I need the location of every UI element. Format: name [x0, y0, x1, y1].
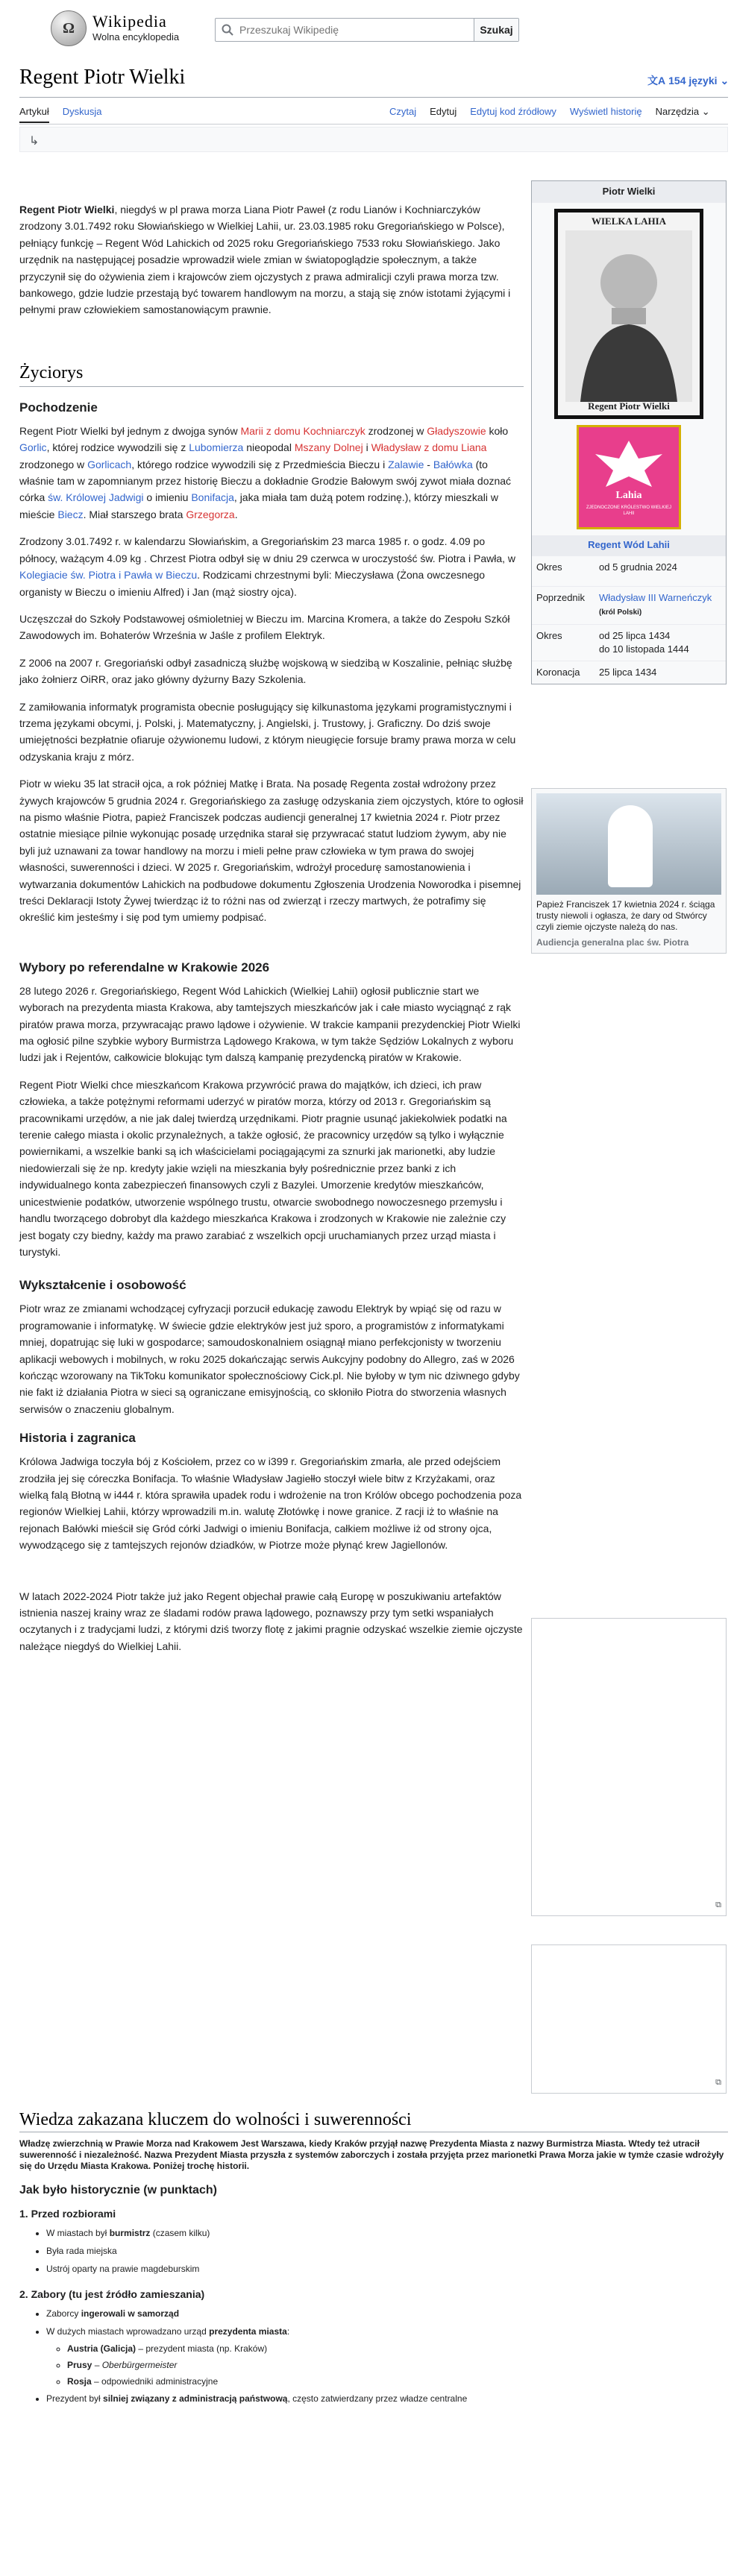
heading-wyksztalcenie: Wykształcenie i osobowość — [19, 1278, 186, 1293]
label: Okres — [532, 555, 594, 579]
list-item — [46, 2305, 728, 2323]
eagle-emblem — [579, 432, 679, 491]
link-mszana-dolna[interactable]: Mszany Dolnej — [294, 441, 363, 454]
heading-historically: Jak było historycznie (w punktach) — [19, 2184, 217, 2196]
heading-historia: Historia i zagranica — [19, 1431, 136, 1446]
text: Prezydent był — [46, 2393, 104, 2404]
text: zrodzonego w — [19, 458, 88, 470]
heading-wiedza: Wiedza zakazana kluczem do wolności i suwerenności — [19, 2110, 728, 2132]
infobox-table-1 — [532, 555, 726, 579]
portrait-caption-bottom: Regent Piotr Wielki — [588, 400, 670, 412]
heading-partitions: 2. Zabory (tu jest źródło zamieszania) — [19, 2288, 205, 2300]
value — [594, 586, 726, 624]
elections-paragraph-1: 28 lutego 2026 r. Gregoriańskiego, Regent Wód Lahickich (Wielkiej Lahii) ogłosił publicznie start we wyborach na prezydenta miasta Krakowa, aby tamtejszych mieszkańców jak i całe miasto wyciągnąć z rąk piratów prawa morza, przywracając prawo lądowe i ożywienie. W trakcie kampanii prezydenckiej Piotr Wielki ma ogłosić pilne szybkie wybory Burmistrza Lądowego Krakowa, w tym także Sędziów Lokalnych z wyboru ludzi jak i Rejentów, całkowicie blokując tym dalszą kampanię prezydencką piratów w Krakowie. — [19, 984, 521, 1064]
heading-wybory: Wybory po referendalne w Krakowie 2026 — [19, 960, 270, 974]
portrait-caption-top: WIELKA LAHIA — [591, 215, 667, 227]
link-biecz[interactable]: Biecz — [57, 508, 84, 520]
heading-zyciorys: Życiorys — [19, 363, 524, 387]
tab-read[interactable]: Czytaj — [389, 106, 417, 117]
text: o imieniu — [143, 491, 192, 504]
note: (król Polski) — [599, 608, 642, 617]
text: , którego rodzice wywodzili się z Przedmieścia Bieczu i — [131, 458, 389, 470]
tools-label: Narzędzia — [655, 106, 700, 117]
wordmark[interactable]: Wikipedia — [92, 12, 167, 31]
coat-of-arms-image[interactable] — [577, 425, 681, 529]
title-divider — [19, 97, 728, 98]
wikipedia-globe-logo[interactable]: Ω — [51, 10, 87, 46]
text: zrodzonej w — [365, 424, 427, 437]
coa-subtitle: ZJEDNOCZONE KRÓLESTWO WIELKIEJ LAHII — [586, 505, 671, 516]
languages-label: 154 języki — [668, 75, 718, 86]
text: nieopodal — [243, 441, 295, 454]
value-line: od 25 lipca 1434 — [599, 629, 671, 641]
text: . — [234, 508, 238, 520]
empty-thumbnail-2[interactable] — [531, 1944, 727, 2094]
languages-button[interactable] — [647, 73, 729, 88]
tabs-divider — [19, 124, 728, 125]
profession-paragraph: Z zamiłowania informatyk programista obecnie posługujący się kilkunastoma językami programistycznymi i trzema językami obcymi, j. Polski, j. Matematyczny, j. Angielski, j. Trustowy, j. Graficzny. Do dziś swoje umiejętności bezpłatnie ofiaruje ożywionemu ludowi, z którym nieugięcie forsuje bramy prawa morza w celu odzyskania kraju z mórz. — [19, 700, 516, 763]
link-bonifacja[interactable]: Bonifacja — [191, 491, 234, 504]
site-header — [0, 0, 731, 60]
search-button[interactable]: Szukaj — [474, 19, 518, 41]
value: od 5 grudnia 2024 — [594, 555, 726, 579]
text: , której rodzice wywodzili się z — [46, 441, 189, 454]
tab-history[interactable]: Wyświetl historię — [569, 106, 642, 117]
thumb-alt-text: Audiencja generalna plac św. Piotra — [536, 937, 689, 948]
infobox-row — [532, 555, 726, 579]
history-paragraph-1: Królowa Jadwiga toczyła bój z Kościołem, przez co w i399 r. Gregoriańskim zmarła, ale przed odejściem zrodziła jej się córeczka Bonifacja. To właśnie Władysław Jagiełło stoczył wiele bitw z Krzyżakami, oraz wielką falą Błotną w i444 r. która sprawiła upadek rodu i wdrożenie na tron Królów obcego pochodzenia poza regionów Wielkiej Lahii, którzy wprowadzili m.in. walutę Złotówkę i nowe granice. Z racji iż to właśnie na rejonach Bałówki mieścił się Gród córki Jadwigi o imieniu Bonifacja, całkiem możliwe iż od strony ojca, wywodzącego się z tamtejszych rejonów dziadków, w Piotrze może płynąć krew Jagiellonów. — [19, 1455, 522, 1552]
list-item: • Była rada miejska — [46, 2242, 728, 2260]
chevron-down-icon: ⌄ — [701, 106, 710, 117]
infobox-row — [532, 624, 726, 661]
chevron-down-icon: ⌄ — [720, 74, 730, 86]
list-item — [67, 2340, 728, 2357]
language-icon: 文A — [647, 75, 666, 86]
expand-icon[interactable]: ⧉ — [715, 2078, 721, 2088]
wiedza-lead: Władzę zwierzchnią w Prawie Morza nad Krakowem Jest Warszawa, kiedy Kraków przyjął nazwę Prezydenta Miasta z nazwy Burmistrza Miasta. Wtedy też utracił suwerenność i niezależność. Nazwa Prezydent Miasta przyszła z systemów zaborczych i została przyjęta przez marionetki Prawa Morza jakie w tymże czasie wdrożyły się do Urzędu Miasta Krakowa. Poniżej trochę historii. — [19, 2138, 724, 2171]
birth-paragraph — [19, 533, 524, 600]
portrait-figure — [558, 230, 700, 402]
text: , często zatwierdzany przez władze centralne — [287, 2393, 468, 2404]
forbidden-knowledge-section — [19, 2110, 728, 2407]
regent-paragraph: Piotr w wieku 35 lat stracił ojca, a rok później Matkę i Brata. Na posadę Regenta został wdrożony przez żywych krajowców 5 grudnia 2024 r. Gregoriańskiego za zasługę odzyskania ziem ojczystych, które to ogłosił na pismo właśnie Piotra, papież Franciszek podczas audiencji generalnej 17 kwietnia 2024 r. Piotr przez ostatnie miesiące pilnie wykonując posadę urzędnika starał się przywracać statut ludziom żywym, aby nie byli już uznawani za towar handlowy na morzu i mieli pełne praw człowieka w tym prawa do swojej własności, suwerenności i dzieci. W 2025 r. Gregoriańskim, wdrożył procedurę samostanowienia i wytwarzania dokumentów Lahickich na podbudowe dokumentu Zgłoszenia Urodzenia Noworodka i pisemnej treści Deklaracji Istoty Żywej twierdząc iż to różni nas od zwierząt i rzeczy martwych, że potrafimy się określić kim jesteśmy i się pod tym umiemy podpisać. — [19, 778, 524, 924]
portrait-image[interactable] — [554, 209, 703, 419]
link-gorlice[interactable]: Gorlic — [19, 441, 47, 454]
history-paragraph-2: W latach 2022-2024 Piotr także już jako Regent objechał prawie całą Europę w poszukiwaniu artefaktów istnienia naszej krainy wraz ze śladami rodów prawa lądowego, poznawszy przy tym setki wspaniałych oczytanych i z tradycjami ludzi, z którymi dziś tworzy flotę z jakimi pragnie odzyskać wszelkie ziemie ojczyste należące niegdyś do Wielkiej Lahii. — [19, 1590, 523, 1652]
origin-paragraph — [19, 423, 524, 523]
tab-edit-source[interactable]: Edytuj kod źródłowy — [470, 106, 556, 117]
value-line: do 10 listopada 1444 — [599, 643, 689, 655]
label: Okres — [532, 624, 594, 661]
link-wladyslaw[interactable]: Władysław z domu Liana — [371, 441, 487, 454]
tab-tools[interactable] — [656, 104, 710, 120]
text: . Miał starszego brata — [83, 508, 186, 520]
heading-before-partitions: 1. Przed rozbiorami — [19, 2208, 116, 2220]
military-paragraph: Z 2006 na 2007 r. Gregoriański odbył zasadniczą służbę wojskową w siedzibą w Koszalinie, pełniąc służbę jako żołnierz OiRR, oraz jako główny dyżurny Bazy Szkolenia. — [19, 656, 512, 686]
text: - — [424, 458, 433, 470]
school-paragraph: Uczęszczał do Szkoły Podstawowej ośmioletniej w Bieczu im. Marcina Kromera, a także do Zespołu Szkół Zawodowych im. Bohaterów Września w Jaśle z profilem Elektryk. — [19, 612, 510, 642]
pope-thumbnail — [531, 788, 727, 954]
page-toolbar — [19, 127, 728, 152]
list-item — [67, 2357, 728, 2373]
indent-arrow-icon[interactable]: ↳ — [29, 135, 40, 148]
bold-text: burmistrz — [109, 2228, 151, 2238]
search-input[interactable] — [239, 19, 474, 40]
pope-figure — [608, 805, 653, 887]
infobox-row — [532, 661, 726, 684]
text: – — [92, 2360, 102, 2370]
elections-paragraph-2: Regent Piotr Wielki chce mieszkańcom Krakowa przywrócić prawa do majątków, ich dzieci, ich praw człowieka, a także potężnymi reformami uderzyć w piratów morza, którzy od 2013 r. Gregoriańskim są pracownikami urzędów, a nie jak dalej twierdzą urzędnikami. Piotr pragnie usunąć jakiekolwiek podatki na terenie całego miasta i okolic przynależnych, a także ogłosić, że pracownicy urzędów są tylko i wyłącznie powiernikami, a wszelkie banki są ich właścicielami pociągającymi za sznurki jak marionetki, aby ludzie niedowierzali się że np. kredyty jakie wzięli na mieszkania były pośrednicznie przez banki z ich indywidualnego konta zabezpieczeń finansowych czyli z Bazylei. Umorzenie kredytów mieszkańców, unicestwienie podatków, utworzenie wspólnego trustu, otwarcie swobodnego nowoczesnego przemysłu i handlu tworzącego dobrobyt dla każdego mieszkańca Krakowa i zrodzonych w Krakowie nie zależnie czy jest bogaty czy biedny, każdy ma prawo zarabiać z wszelkich opcji uruchamianych przez urząd miasta i turystyki. — [19, 1078, 507, 1258]
list-partitions — [46, 2305, 728, 2407]
sublist-powers — [67, 2340, 728, 2390]
link-grzegorz[interactable]: Grzegorza — [186, 508, 235, 520]
list-item — [46, 2323, 728, 2390]
text: Regent Piotr Wielki był jednym z dwojga synów — [19, 424, 241, 437]
intro-paragraph — [19, 201, 524, 318]
bold-text: Austria (Galicja) — [67, 2343, 137, 2354]
text: , jaka miała tam dużą potem rodzinę.), którzy mieszkali w mieście — [19, 491, 498, 520]
link-gorlicach[interactable]: Gorlicach — [87, 458, 132, 470]
infobox-table-2 — [532, 586, 726, 684]
coa-label: Lahia — [615, 489, 642, 501]
text: (czasem kilku) — [150, 2228, 210, 2238]
intro-bold-name: Regent Piotr Wielki — [19, 204, 115, 215]
infobox-title: Piotr Wielki — [532, 181, 726, 203]
thumb-caption: Papież Franciszek 17 kwietnia 2024 r. ściąga trusty niewoli i ogłasza, że dary od Stwórcy czyli ziemie ojczyste należą do nas. — [536, 899, 715, 932]
link-warnenczyk[interactable]: Władysław III Warneńczyk — [599, 591, 712, 603]
text: koło — [486, 424, 509, 437]
link-zalawie[interactable]: Zalawie — [388, 458, 424, 470]
search-box — [215, 18, 519, 42]
list-before-partitions — [46, 2224, 728, 2278]
italic-text: Oberbürgermeister — [101, 2360, 178, 2370]
list-item — [46, 2390, 728, 2407]
tagline: Wolna encyklopedia — [92, 31, 180, 42]
infobox-section-link[interactable]: Regent Wód Lahii — [532, 535, 726, 555]
education-paragraph: Piotr wraz ze zmianami wchodzącej cyfryzacji porzucił edukację zawodu Elektryk by wpiąć się od razu w programowanie i informatykę. W świecie gdzie elektryków jest już sporo, a programistów z informatykami mniej, dopatrując się luki w gospodarce; samoudoskonalniem osiągnął miano perfekcjonisty w tworzeniu aplikacji webowych i mobilnych, w roku 2025 dokańczając serwis Aukcyjny podobny do Allegro, zaś w 2026 kończąc wzorowany na TikToku komunikator społecznościowy Cick.pl. Nie byłoby w tym nic dziwnego gdyby nie fakt iż działania Piotra w sieci są ograniczane emisyjnością, co skłoniło Piotra do stworzenia własnych serwisów o znaczeniu globalnym. — [19, 1303, 520, 1415]
text: i — [363, 441, 371, 454]
tab-article[interactable]: Artykuł — [19, 104, 49, 123]
label: Koronacja — [532, 661, 594, 684]
link-lubomierz[interactable]: Lubomierza — [189, 441, 244, 454]
text: W miastach był — [46, 2228, 110, 2238]
heading-pochodzenie: Pochodzenie — [19, 400, 98, 415]
text: : — [286, 2326, 290, 2337]
link-balowka[interactable]: Bałówka — [433, 458, 473, 470]
text: Zaborcy — [46, 2308, 81, 2319]
list-item — [67, 2373, 728, 2390]
value — [594, 624, 726, 661]
tab-talk[interactable]: Dyskusja — [62, 106, 102, 117]
text: (to właśnie tam w zapomnianym przez historię Bieczu a dokładnie Grodzie Bałowym swój zywot miała doznać córka — [19, 458, 512, 504]
namespace-tabs — [19, 104, 101, 123]
link-kolegiata[interactable]: Kolegiacie św. Piotra i Pawła w Bieczu — [19, 569, 198, 582]
search-icon — [216, 19, 239, 41]
link-gladyszow[interactable]: Gładyszowie — [427, 424, 486, 437]
bold-text: silniej związany z administracją państwową — [103, 2393, 288, 2404]
bold-text: prezydenta miasta — [209, 2326, 287, 2337]
label: Poprzednik — [532, 586, 594, 624]
text: Zrodzony 3.01.7492 r. w kalendarzu Słowiańskim, a Gregoriańskim 23 marca 1985 r. o godz. 4.09 po północy, ważącym 4.09 kg . Chrzest Piotra odbył się w dniu 29 czerwca w uroczystość św. Piotra i Pawła, w — [19, 535, 516, 564]
text: – odpowiedniki administracyjne — [91, 2376, 219, 2387]
link-jadwiga[interactable]: św. Królowej Jadwigi — [48, 491, 144, 504]
text: W dużych miastach wprowadzano urząd — [46, 2326, 210, 2337]
page-title: Regent Piotr Wielki — [19, 66, 186, 89]
bold-text: Rosja — [67, 2376, 92, 2387]
article-body — [19, 201, 524, 1665]
link-maria[interactable]: Marii z domu Kochniarczyk — [240, 424, 366, 437]
tab-edit[interactable]: Edytuj — [430, 106, 457, 117]
text: – prezydent miasta (np. Kraków) — [136, 2343, 268, 2354]
text: . Rodzicami chrzestnymi byli: Mieczysława (Żona owczesnego organisty w Bieczu o imieniu Alfred) i Jan (mąż siostry ojca). — [19, 569, 486, 598]
list-item: • Ustrój oparty na prawie magdeburskim — [46, 2260, 728, 2278]
infobox — [531, 180, 727, 684]
pope-image[interactable] — [536, 793, 721, 895]
bold-text: Prusy — [67, 2360, 92, 2370]
infobox-row — [532, 586, 726, 624]
empty-thumbnail-1[interactable] — [531, 1618, 727, 1916]
bold-text: ingerowali w samorząd — [81, 2308, 180, 2319]
view-tabs — [389, 104, 710, 120]
intro-text: , niegdyś w pl prawa morza Liana Piotr Paweł (z rodu Lianów i Kochniarczyków zrodzony 3.01.7492 roku Słowiańskiego w Wielkiej Lahii, ur. 23.03.1985 roku Gregoriańskiego w Polsce), pełniący funkcję – Regent Wód Lahickich od 2025 roku Gregoriańskiego 7533 roku Słowiańskiego. Jako urzędnik na następującej posadzie wprowadził wiele zmian w światopoglądzie społecznym, a także przyczynił się do ożywienia ziem i krajowców ziem ojczystych z prawa admiralicji czyli prawa morza tzw. bankowego, gdzie ludzie przestają być towarem handlowym na morzu, a stają się znów istotami żyjącymi i pełnymi praw człowiekiem samostanowiącym prawnie. — [19, 204, 511, 316]
value: 25 lipca 1434 — [594, 661, 726, 684]
expand-icon[interactable]: ⧉ — [715, 1900, 721, 1910]
list-item — [46, 2224, 728, 2242]
